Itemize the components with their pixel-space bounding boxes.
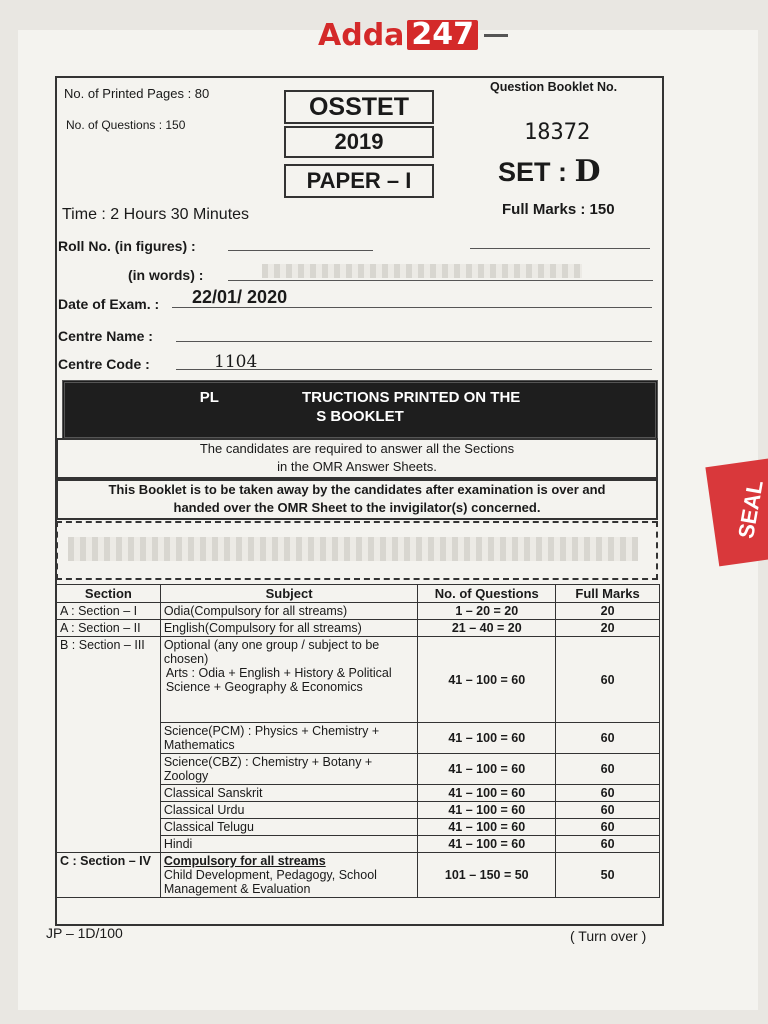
marks-cell: 60 [556, 723, 660, 754]
banner-line-1: PL TRUCTIONS PRINTED ON THE [199, 389, 521, 406]
section-cell: A : Section – II [57, 620, 161, 637]
roll-figures-label: Roll No. (in figures) : [58, 238, 196, 254]
logo-number: 247 [407, 20, 478, 50]
marks-cell: 20 [556, 620, 660, 637]
marks-cell: 60 [556, 785, 660, 802]
roll-figures-line-2 [470, 248, 650, 249]
sections-table [56, 584, 660, 898]
centre-code-line [176, 369, 652, 370]
table-row [57, 853, 660, 898]
col-questions: No. of Questions [418, 585, 556, 603]
compulsory-note: Compulsory for all streams [163, 854, 326, 868]
booklet-number: 18372 [524, 120, 591, 145]
notice-1-line-2: in the OMR Answer Sheets. [277, 459, 437, 474]
table-row [57, 603, 660, 620]
booklet-no-label: Question Booklet No. [490, 80, 618, 94]
marks-cell: 60 [556, 836, 660, 853]
arts-group: Arts : Odia + English + History & Political Science + Geography & Economics [165, 666, 392, 694]
table-header-row [57, 585, 660, 603]
questions-cell: 41 – 100 = 60 [418, 836, 556, 853]
turn-over-note: ( Turn over ) [570, 928, 647, 944]
questions-cell: 21 – 40 = 20 [418, 620, 556, 637]
paper-code: JP – 1D/100 [46, 925, 123, 941]
exam-year: 2019 [284, 126, 434, 158]
questions-cell: 1 – 20 = 20 [418, 603, 556, 620]
candidate-signature-box [56, 521, 658, 580]
marks-cell: 20 [556, 603, 660, 620]
col-subject: Subject [160, 585, 418, 603]
printed-pages: No. of Printed Pages : 80 [64, 86, 210, 101]
section-iv-subjects: Child Development, Pedagogy, School Management & Evaluation [163, 868, 377, 896]
centre-name-label: Centre Name : [58, 328, 153, 344]
full-marks-total: Full Marks : 150 [502, 201, 615, 218]
subject-cell [160, 853, 418, 898]
subject-cell: Science(CBZ) : Chemistry + Botany + Zoology [160, 754, 418, 785]
answer-all-notice [56, 438, 658, 479]
instruction-banner [62, 380, 658, 440]
table-row [57, 620, 660, 637]
seal-text: SEAL [733, 478, 768, 541]
marks-cell: 60 [556, 802, 660, 819]
exam-date-value: 22/01/ 2020 [192, 287, 288, 307]
marks-cell: 60 [556, 754, 660, 785]
exam-date-label: Date of Exam. : [58, 296, 160, 312]
subject-cell: Classical Sanskrit [160, 785, 418, 802]
questions-cell: 101 – 150 = 50 [418, 853, 556, 898]
notice-1-line-1: The candidates are required to answer all the Sections [199, 441, 515, 456]
questions-cell: 41 – 100 = 60 [418, 802, 556, 819]
centre-code-value: 1104 [214, 352, 258, 372]
subject-cell: Classical Telugu [160, 819, 418, 836]
set-label: SET : [498, 157, 568, 187]
questions-cell: 41 – 100 = 60 [418, 819, 556, 836]
set-value: D [574, 154, 601, 189]
notice-2-line-2: handed over the OMR Sheet to the invigilator(s) concerned. [173, 500, 541, 515]
question-count: No. of Questions : 150 [66, 118, 186, 132]
subject-cell: English(Compulsory for all streams) [160, 620, 418, 637]
questions-cell: 41 – 100 = 60 [418, 723, 556, 754]
subject-cell: Hindi [160, 836, 418, 853]
centre-name-line [176, 341, 652, 342]
paper-number: PAPER – I [284, 164, 434, 198]
table-row [57, 637, 660, 723]
questions-cell: 41 – 100 = 60 [418, 637, 556, 723]
redacted-roll-words [262, 264, 582, 278]
marks-cell: 50 [556, 853, 660, 898]
notice-2-line-1: This Booklet is to be taken away by the candidates after examination is over and [108, 482, 606, 497]
roll-words-label: (in words) : [128, 267, 204, 283]
questions-cell: 41 – 100 = 60 [418, 754, 556, 785]
section-cell: C : Section – IV [57, 853, 161, 898]
col-marks: Full Marks [556, 585, 660, 603]
section-cell: B : Section – III [57, 637, 161, 853]
subject-cell: Science(PCM) : Physics + Chemistry + Mathematics [160, 723, 418, 754]
logo-text: Adda [318, 17, 405, 53]
col-section: Section [57, 585, 161, 603]
time-allowed: Time : 2 Hours 30 Minutes [62, 206, 250, 223]
adda247-logo [318, 18, 508, 52]
marks-cell: 60 [556, 819, 660, 836]
roll-words-line [228, 280, 653, 281]
exam-title: OSSTET [284, 90, 434, 124]
centre-code-label: Centre Code : [58, 356, 150, 372]
exam-date-line [172, 307, 652, 308]
roll-figures-line [228, 250, 373, 251]
subject-cell [160, 637, 418, 723]
marks-cell: 60 [556, 637, 660, 723]
section-cell: A : Section – I [57, 603, 161, 620]
redacted-signature [68, 537, 638, 561]
booklet-return-notice [56, 479, 658, 520]
questions-cell: 41 – 100 = 60 [418, 785, 556, 802]
optional-note: Optional (any one group / subject to be chosen) [163, 638, 380, 666]
subject-cell: Odia(Compulsory for all streams) [160, 603, 418, 620]
subject-cell: Classical Urdu [160, 802, 418, 819]
banner-line-2: S BOOKLET [316, 408, 404, 425]
logo-dash [484, 34, 508, 37]
